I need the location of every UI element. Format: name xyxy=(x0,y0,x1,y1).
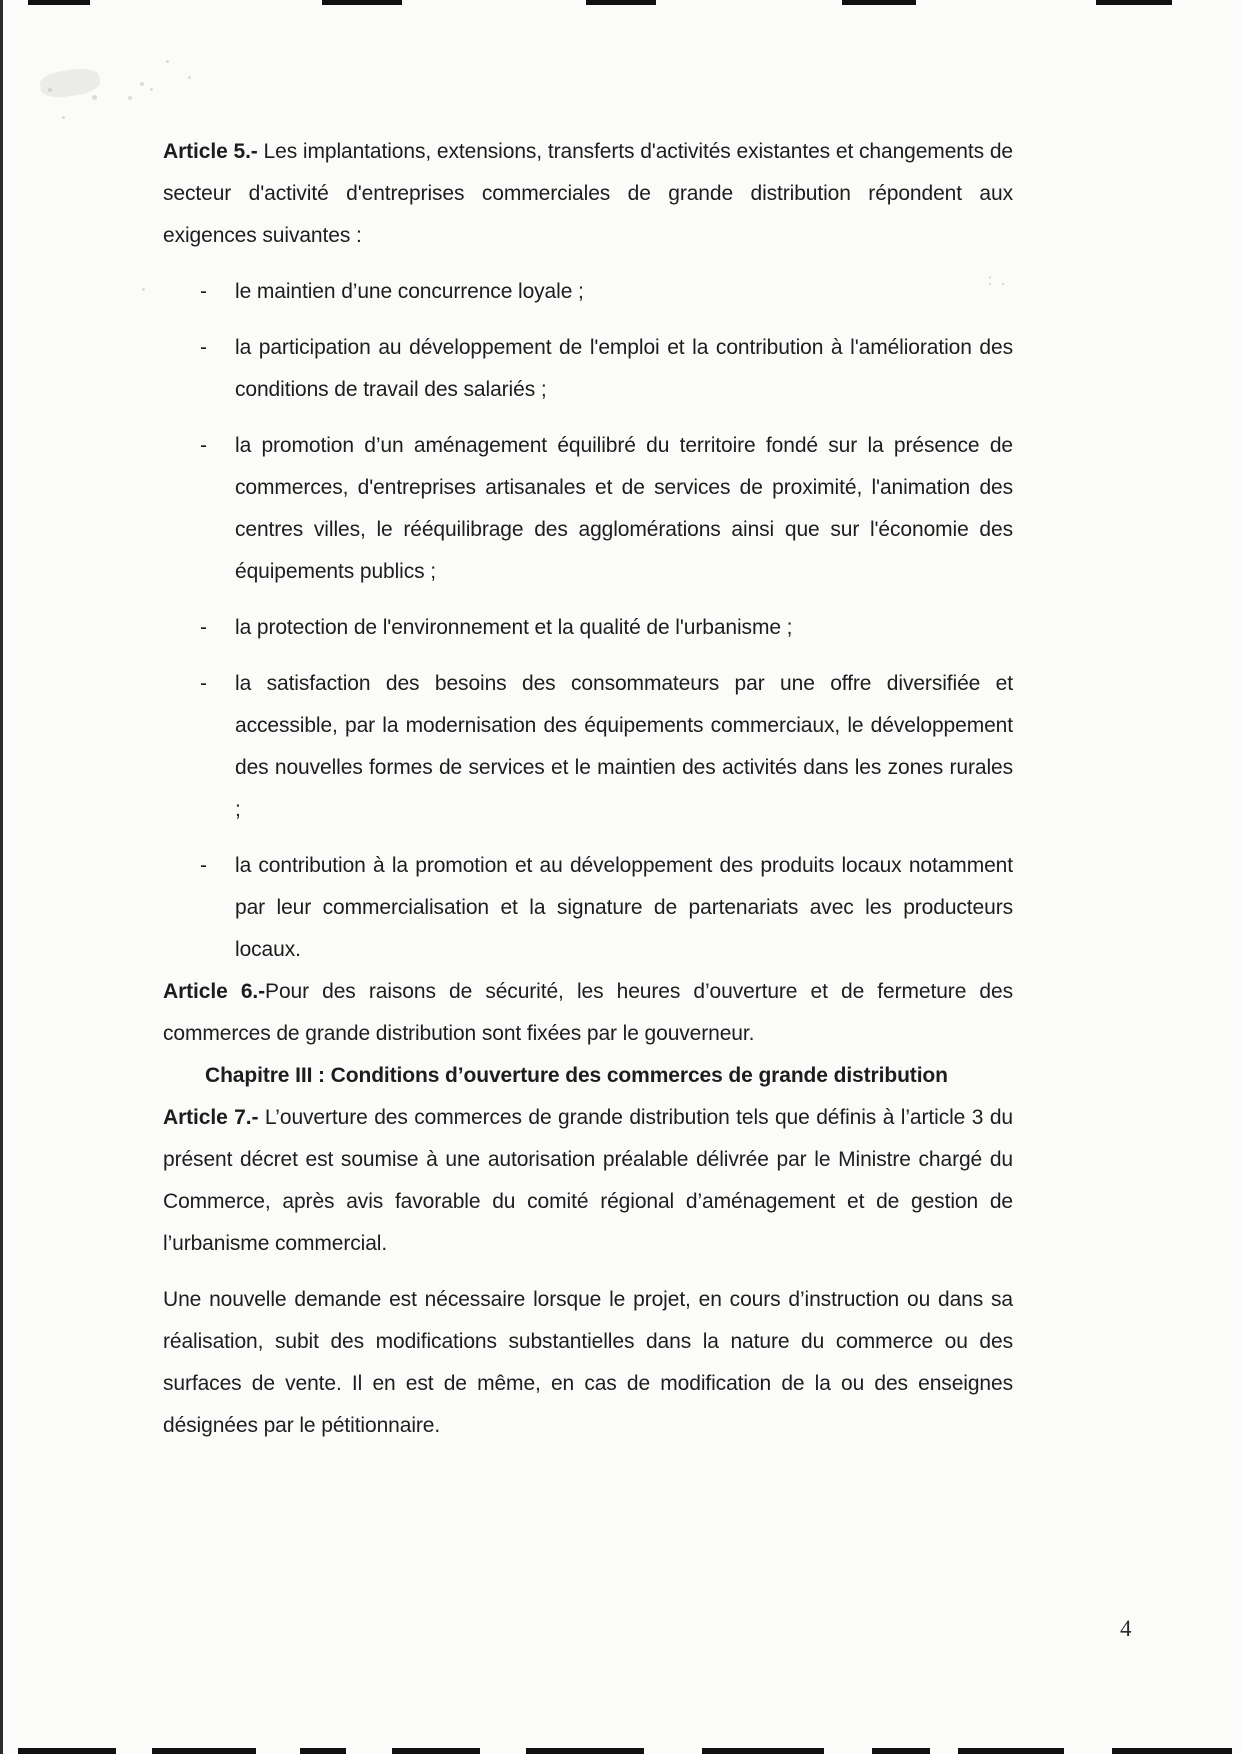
closing-paragraph: Une nouvelle demande est nécessaire lorsque le projet, en cours d’instruction ou dans sa réalisation, subit des modifications substantielles dans la nature du commerce ou des surfaces de vente. Il en est de même, en cas de modification de la ou des enseignes désignées par le pétitionnaire. xyxy=(163,1288,1013,1437)
scan-edge-line xyxy=(0,0,3,1754)
document-body xyxy=(163,0,1013,1447)
pencil-speck xyxy=(140,82,144,86)
scan-artifact-bottom xyxy=(958,1748,1064,1754)
article-7-text: L’ouverture des commerces de grande distribution tels que définis à l’article 3 du présent décret est soumise à une autorisation préalable délivrée par le Ministre chargé du Commerce, après avis favorable du comité régional d’aménagement et de gestion de l’urbanisme commercial. xyxy=(163,1106,1013,1255)
pencil-speck xyxy=(128,96,132,100)
scan-artifact-bottom xyxy=(300,1748,346,1754)
list-item-text: la contribution à la promotion et au développement des produits locaux notamment par leur commercialisation et la signature de partenariats avec les producteurs locaux. xyxy=(235,854,1013,961)
pencil-speck xyxy=(92,95,97,100)
pencil-speck xyxy=(62,116,65,119)
dash-bullet: - xyxy=(200,336,207,359)
article-5-label: Article 5.- xyxy=(163,140,258,163)
faint-ink-mark: : . xyxy=(988,272,1008,289)
dash-bullet: - xyxy=(200,616,207,639)
scan-artifact-bottom xyxy=(526,1748,644,1754)
list-item-text: la promotion d’un aménagement équilibré du territoire fondé sur la présence de commerces, d'entreprises artisanales et de services de proximité, l'animation des centres villes, le rééquilibrage des agglomérations ainsi que sur l'économie des équipements publics ; xyxy=(235,434,1013,583)
list-item-text: la protection de l'environnement et la qualité de l'urbanisme ; xyxy=(235,616,793,639)
scan-artifact-bottom xyxy=(392,1748,480,1754)
article-7-label: Article 7.- xyxy=(163,1106,259,1129)
scan-artifact-bottom xyxy=(872,1748,930,1754)
list-item xyxy=(163,845,1013,971)
dash-bullet: - xyxy=(200,280,207,303)
scan-artifact-top xyxy=(1096,0,1172,5)
article-5-paragraph xyxy=(163,131,1013,257)
dash-bullet: - xyxy=(200,672,207,695)
dash-bullet: - xyxy=(200,854,207,877)
list-item xyxy=(163,663,1013,831)
article-5-text: Les implantations, extensions, transferts d'activités existantes et changements de secteur d'activité d'entreprises commerciales de grande distribution répondent aux exigences suivantes : xyxy=(163,140,1013,247)
article-6-paragraph xyxy=(163,971,1013,1055)
list-item-text: la participation au développement de l'emploi et la contribution à l'amélioration des conditions de travail des salariés ; xyxy=(235,336,1013,401)
article-6-label: Article 6.- xyxy=(163,980,266,1003)
page-number: 4 xyxy=(1120,1616,1132,1641)
scan-artifact-bottom xyxy=(18,1748,116,1754)
article-6-text: Pour des raisons de sécurité, les heures d’ouverture et de fermeture des commerces de grande distribution sont fixées par le gouverneur. xyxy=(163,980,1013,1045)
list-item-text: le maintien d’une concurrence loyale ; xyxy=(235,280,584,303)
scan-artifact-bottom xyxy=(702,1748,824,1754)
scan-artifact-bottom xyxy=(152,1748,256,1754)
dash-bullet: - xyxy=(200,434,207,457)
requirements-list xyxy=(163,271,1013,971)
list-item xyxy=(163,327,1013,411)
pencil-speck xyxy=(150,88,153,91)
list-item xyxy=(163,425,1013,593)
scan-artifact-bottom xyxy=(1112,1748,1232,1754)
pencil-speck xyxy=(142,288,145,291)
chapter-3-heading: Chapitre III : Conditions d’ouverture des commerces de grande distribution xyxy=(205,1064,948,1087)
scan-artifact-top xyxy=(28,0,90,5)
article-7-paragraph xyxy=(163,1097,1013,1265)
list-item xyxy=(163,271,1013,313)
list-item xyxy=(163,607,1013,649)
list-item-text: la satisfaction des besoins des consommateurs par une offre diversifiée et accessible, par la modernisation des équipements commerciaux, le développement des nouvelles formes de services et le maintien des activités dans les zones rurales ; xyxy=(235,672,1013,821)
